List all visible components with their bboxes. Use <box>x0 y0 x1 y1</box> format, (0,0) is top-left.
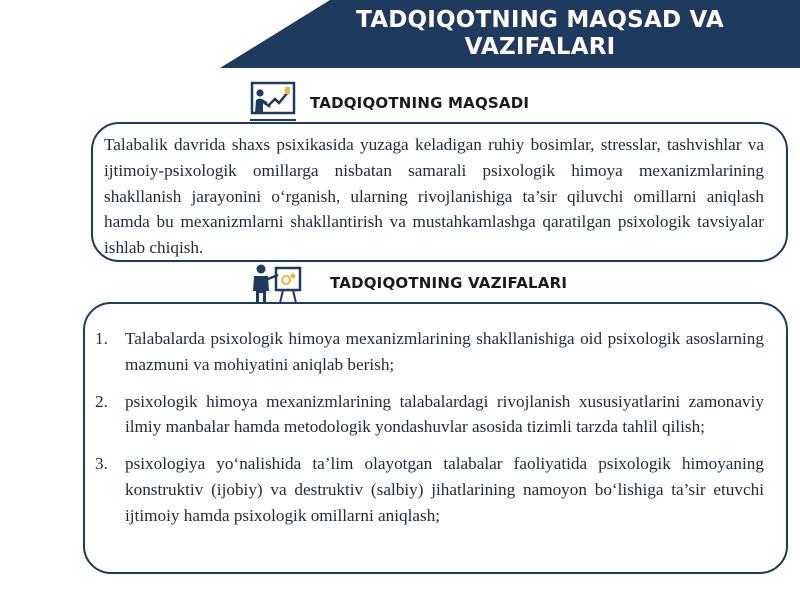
list-item <box>93 389 764 441</box>
task-number: 2. <box>95 391 108 411</box>
goal-text: Talabalik davrida shaxs psixikasida yuzaga keladigan ruhiy bosimlar, stresslar, tashvishlar va ijtimoiy-psixologik omillarga nisbatan samarali psixologik himoya mexanizmlarining shakllanish jarayonini o‘rganish, ularning rivojlanishiga ta’sir qiluvchi omillarni aniqlash hamda bu mexanizmlarni shakllantirish va mustahkamlashga qaratilgan psixologik tavsiyalar ishlab chiqish. <box>104 135 764 258</box>
list-item <box>93 326 764 378</box>
tasks-box <box>83 302 788 574</box>
task-number: 3. <box>95 454 108 474</box>
task-number: 1. <box>95 329 108 348</box>
tasks-heading: TADQIQOTNING VAZIFALARI <box>330 274 568 292</box>
task-list <box>93 326 764 529</box>
goal-heading: TADQIQOTNING MAQSADI <box>310 94 530 112</box>
task-text: psixologik himoya mexanizmlarining talabalardagi rivojlanish xususiyatlarini zamonaviy ilmiy manbalar hamda metodologik yondashuvlar asosida tizimli tarzda tahlil qilish; <box>125 391 764 437</box>
page-title: TADQIQOTNING MAQSAD VA VAZIFALARI <box>356 7 724 60</box>
task-text: Talabalarda psixologik himoya mexanizmlarining shakllanishiga oid psixologik asoslarning mazmuni va mohiyatini aniqlab berish; <box>125 329 764 374</box>
goal-box <box>91 122 788 262</box>
presentation-board-icon <box>250 80 298 122</box>
task-text: psixologiya yo‘nalishida ta’lim olayotgan talabalar faoliyatida psixologik himoyaning konstruktiv (ijobiy) va destruktiv (salbiy) jihatlarining namoyon bo‘lishiga ta’sir etuvchi ijtimoiy hamda psixologik omillarni aniqlash; <box>125 454 764 525</box>
list-item <box>93 451 764 528</box>
